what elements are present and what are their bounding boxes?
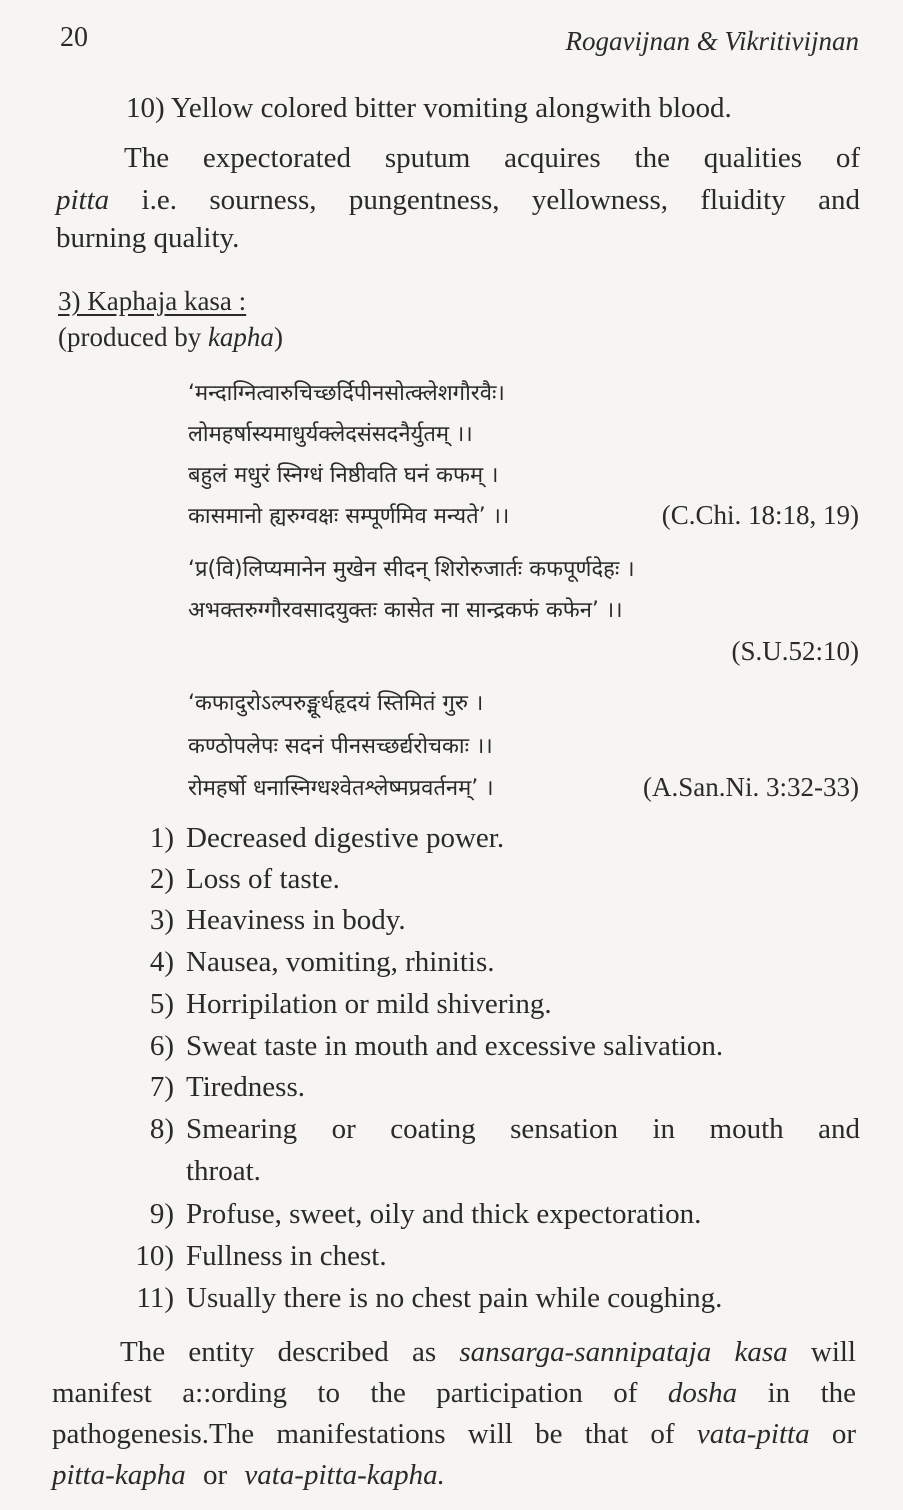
item-text: Nausea, vomiting, rhinitis. bbox=[186, 946, 495, 978]
item-number: 4) bbox=[149, 946, 174, 978]
list-item bbox=[130, 1030, 860, 1063]
term-kapha: kapha bbox=[207, 322, 274, 352]
closing-1-post: will bbox=[810, 1336, 856, 1368]
para-line-2-text: i.e. sourness, pungentness, yellowness, fluidity and bbox=[141, 184, 860, 216]
section-heading: 3) Kaphaja kasa : bbox=[58, 286, 247, 316]
list-item bbox=[130, 946, 860, 979]
item-number: 7) bbox=[149, 1071, 174, 1103]
list-item bbox=[130, 863, 860, 896]
sub-pre: (produced by bbox=[58, 322, 202, 352]
closing-line-2 bbox=[52, 1377, 856, 1410]
verse-1-line-1: ‘मन्दाग्नित्वारुचिच्छर्दिपीनसोत्क्लेशगौरवैः। bbox=[188, 381, 505, 406]
term-sansarga: sansarga-sannipataja kasa bbox=[459, 1336, 788, 1368]
term-pitta-kapha: pitta-kapha bbox=[52, 1459, 186, 1491]
section-subheading bbox=[58, 322, 283, 353]
closing-line-3 bbox=[52, 1418, 856, 1451]
item-number: 9) bbox=[149, 1198, 174, 1230]
term-dosha: dosha bbox=[667, 1377, 738, 1409]
item-text: Loss of taste. bbox=[186, 863, 340, 895]
sub-post: ) bbox=[273, 322, 283, 352]
item-text: Sweat taste in mouth and excessive salivation. bbox=[186, 1030, 724, 1062]
term-vata-pitta: vata-pitta bbox=[696, 1418, 810, 1450]
list-item bbox=[130, 1113, 860, 1146]
item-text: Usually there is no chest pain while coughing. bbox=[186, 1282, 723, 1314]
closing-4-mid: or bbox=[202, 1459, 228, 1491]
verse-1-line-3: बहुलं मधुरं स्निग्धं निष्ठीवति घनं कफम् । bbox=[188, 463, 499, 488]
verse-3-line-1: ‘कफादुरोऽल्परुङ्मूर्धहृदयं स्तिमितं गुरु । bbox=[188, 691, 484, 716]
term-pitta: pitta bbox=[56, 184, 110, 216]
item-number: 2) bbox=[149, 863, 174, 895]
list-item bbox=[130, 1240, 860, 1273]
closing-line-4 bbox=[52, 1459, 445, 1492]
verse-2-reference: (S.U.52:10) bbox=[731, 636, 859, 666]
list-item bbox=[130, 904, 860, 937]
closing-1-pre: The entity described as bbox=[120, 1336, 437, 1368]
list-item bbox=[130, 1198, 860, 1231]
verse-3-line-3: रोमहर्षो धनास्निग्धश्वेतश्लेष्मप्रवर्तनम्’ । bbox=[188, 776, 494, 801]
closing-2-pre: manifest a::ording to the participation of bbox=[52, 1377, 638, 1409]
item-number: 10) bbox=[135, 1240, 174, 1272]
term-vata-pitta-kapha: vata-pitta-kapha. bbox=[244, 1459, 445, 1491]
item-number: 6) bbox=[149, 1030, 174, 1062]
intro-item-10 bbox=[126, 92, 732, 125]
verse-3-reference: (A.San.Ni. 3:32-33) bbox=[643, 772, 859, 802]
list-item bbox=[130, 822, 860, 855]
item-number: 11) bbox=[136, 1282, 174, 1314]
item-number: 8) bbox=[149, 1113, 174, 1145]
item-text: Yellow colored bitter vomiting alongwith blood. bbox=[170, 92, 732, 124]
item-text: Tiredness. bbox=[186, 1071, 305, 1103]
closing-line-1 bbox=[120, 1336, 856, 1369]
verse-2-line-2: अभक्तरुग्गौरवसादयुक्तः कासेत ना सान्द्रकफं कफेन’ ।। bbox=[188, 598, 623, 623]
para-line-1: The expectorated sputum acquires the qualities of bbox=[124, 142, 860, 174]
item-text: Profuse, sweet, oily and thick expectoration. bbox=[186, 1198, 702, 1230]
item-number: 3) bbox=[149, 904, 174, 936]
item-number: 1) bbox=[149, 822, 174, 854]
verse-2-line-1: ‘प्र(वि)लिप्यमानेन मुखेन सीदन् शिरोरुजार्तः कफपूर्णदेहः । bbox=[188, 557, 635, 582]
item-text: Fullness in chest. bbox=[186, 1240, 387, 1272]
item-text: Decreased digestive power. bbox=[186, 822, 505, 854]
item-number: 5) bbox=[149, 988, 174, 1020]
list-item bbox=[130, 1282, 860, 1315]
page-number: 20 bbox=[60, 22, 88, 53]
verse-1-line-2: लोमहर्षास्यमाधुर्यक्लेदसंसदनैर्युतम् ।। bbox=[188, 422, 473, 447]
closing-3-post: or bbox=[831, 1418, 857, 1450]
para-line-2 bbox=[56, 184, 860, 217]
list-item-continuation: throat. bbox=[186, 1155, 261, 1187]
running-title: Rogavijnan & Vikritivijnan bbox=[565, 26, 859, 56]
closing-2-post: in the bbox=[767, 1377, 857, 1409]
verse-1-reference: (C.Chi. 18:18, 19) bbox=[661, 500, 859, 530]
item-text: Heaviness in body. bbox=[186, 904, 406, 936]
verse-3-line-2: कण्ठोपलेपः सदनं पीनसच्छर्द्यरोचकाः ।। bbox=[188, 734, 493, 759]
para-line-3: burning quality. bbox=[56, 222, 240, 254]
list-item bbox=[130, 1071, 860, 1104]
closing-3-pre: pathogenesis.The manifestations will be that of bbox=[52, 1418, 675, 1450]
verse-1-line-4: कासमानो ह्यरुग्वक्षः सम्पूर्णमिव मन्यते’ ।। bbox=[188, 504, 510, 529]
item-number: 10) bbox=[126, 92, 165, 124]
item-text: Smearing or coating sensation in mouth and bbox=[186, 1113, 860, 1145]
item-text: Horripilation or mild shivering. bbox=[186, 988, 552, 1020]
list-item bbox=[130, 988, 860, 1021]
